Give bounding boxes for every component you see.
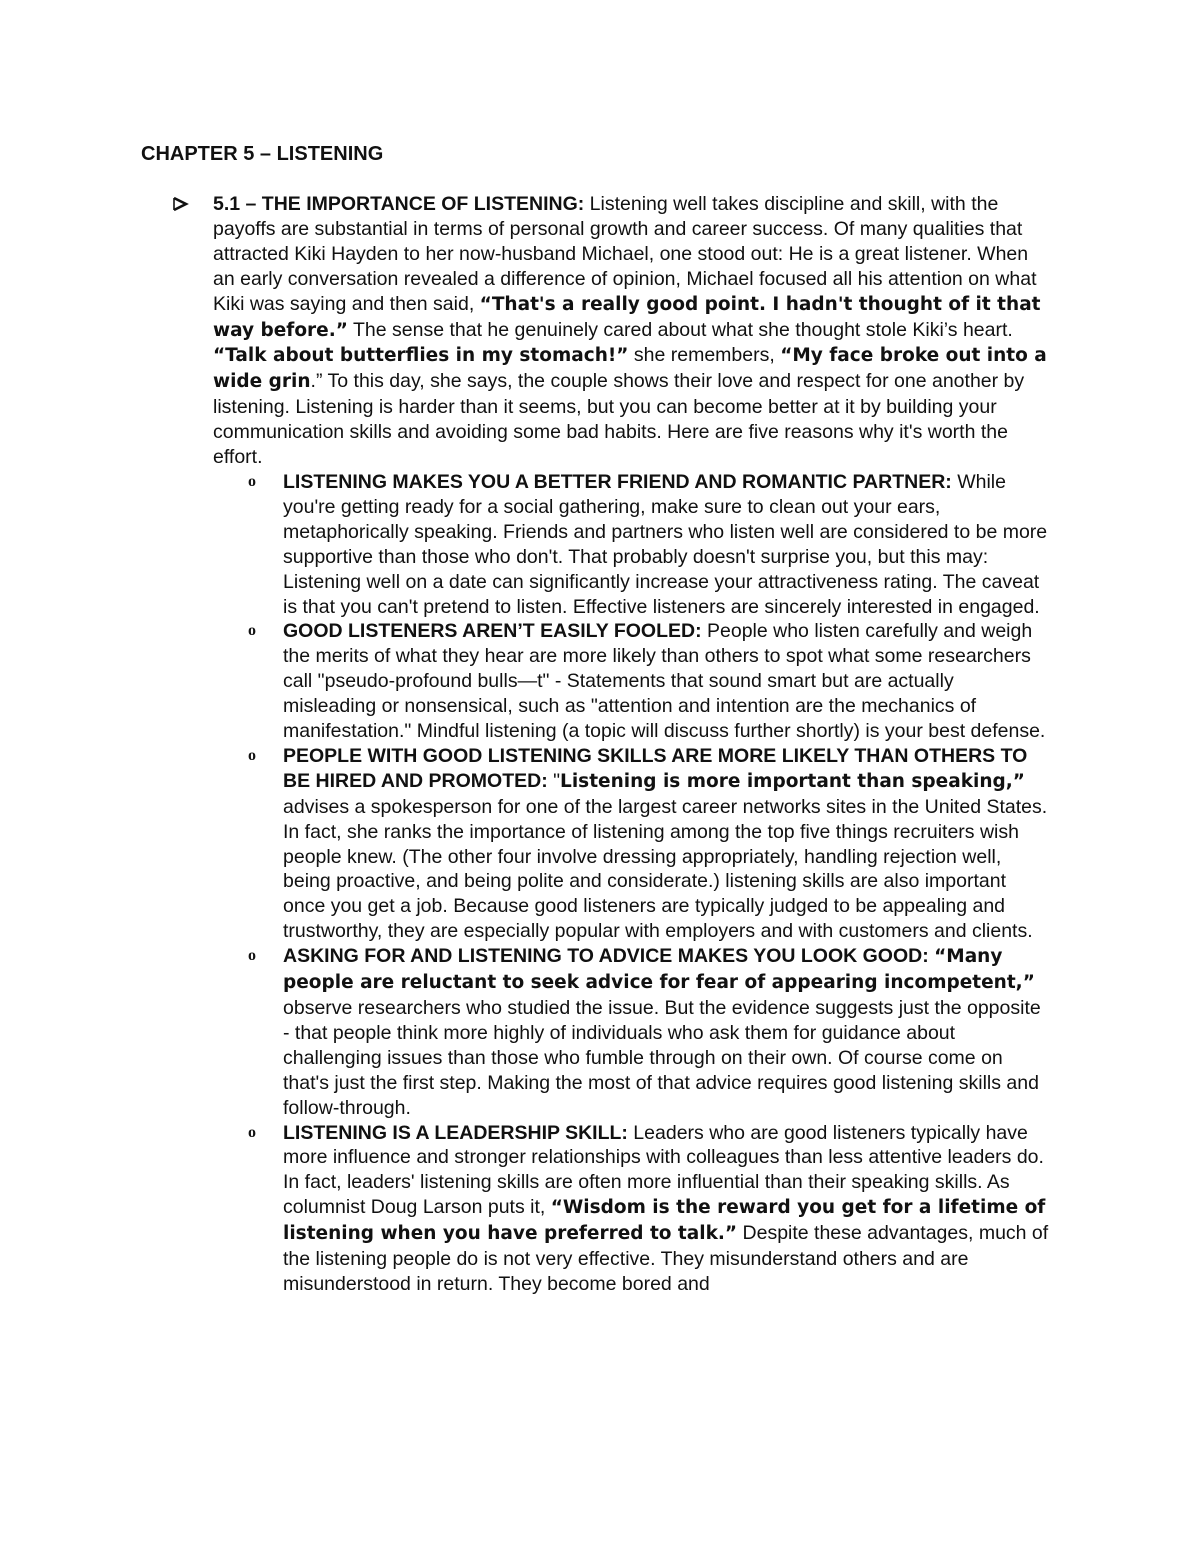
- circle-bullet-icon: o: [248, 746, 256, 764]
- list-item: [242, 744, 1052, 944]
- item-heading: PEOPLE WITH GOOD LISTENING SKILLS ARE MORE LIKELY THAN OTHERS TO BE HIRED AND PROMOTED:: [283, 744, 1028, 792]
- item-quote: Listening is more important than speaking,”: [560, 770, 1025, 792]
- item-text: Leaders who are good listeners typically have more influence and stronger relationships with colleagues than less attentive leaders do. In fact, leaders' listening skills are often more influential than their speaking skills. As columnist Doug Larson puts it,: [283, 1121, 1044, 1219]
- arrow-bullet-icon: [172, 192, 194, 216]
- list-item: [242, 470, 1052, 619]
- item-text: advises a spokesperson for one of the largest career networks sites in the United States. In fact, she ranks the importance of listening among the top five things recruiters wish people knew. (The other four involve dressing appropriately, handling rejection well, being proactive, and being polite and considerate.) listening skills are also important once you get a job. Because good listeners are typically judged to be appealing and trustworthy, they are especially popular with employers and with customers and clients.: [283, 795, 1048, 943]
- item-quote: “Wisdom is the reward you get for a lifetime of listening when you have preferred to talk.”: [283, 1197, 1046, 1245]
- list-item: [242, 944, 1052, 1120]
- quote-3: “My face broke out into a wide grin: [213, 345, 1047, 393]
- circle-bullet-icon: o: [248, 472, 256, 490]
- reasons-list: [242, 470, 1052, 1297]
- item-text: observe researchers who studied the issue. But the evidence suggests just the opposite - that people think more highly of individuals who ask them for guidance about challenging issues than those who fumble through on their own. Of course come on that's just the first step. Making the most of that advice requires good listening skills and follow-through.: [283, 997, 1041, 1119]
- circle-bullet-icon: o: [248, 947, 256, 965]
- circle-bullet-icon: o: [248, 1123, 256, 1141]
- item-text: People who listen carefully and weigh the merits of what they hear are more likely than others to spot what some researchers call "pseudo-profound bulls—t" - Statements that sound smart but are actually misleading or nonsensical, such as "attention and intention are the mechanics of manifestation." Mindful listening (a topic will discuss further shortly) is your best defense.: [283, 620, 1046, 743]
- section-5-1: [172, 192, 1052, 1297]
- section-intro-paragraph: [213, 192, 1052, 470]
- item-heading: LISTENING MAKES YOU A BETTER FRIEND AND ROMANTIC PARTNER:: [283, 470, 952, 493]
- list-item: [242, 1121, 1052, 1297]
- item-heading: LISTENING IS A LEADERSHIP SKILL:: [283, 1121, 628, 1144]
- item-text: Despite these advantages, much of the listening people do is not very effective. They misunderstand others and are misunderstood in return. They become bored and: [283, 1222, 1049, 1295]
- chapter-title: CHAPTER 5 – LISTENING: [141, 143, 384, 165]
- item-heading: GOOD LISTENERS AREN’T EASILY FOOLED:: [283, 620, 702, 643]
- circle-bullet-icon: o: [248, 622, 256, 640]
- intro-text-2: The sense that he genuinely cared about what she thought stole Kiki’s heart.: [347, 318, 1013, 341]
- intro-text-3: she remembers,: [628, 344, 781, 367]
- quote-2: “Talk about butterflies in my stomach!”: [213, 345, 629, 367]
- item-text: While you're getting ready for a social gathering, make sure to clean out your ears, metaphorically speaking. Friends and partners who listen well are considered to be more supportive than those who don't. That probably doesn't surprise you, but this may: Listening well on a date can significantly increase your attractiveness rating. The caveat is that you can't pretend to listen. Effective listeners are sincerely interested in engaged.: [283, 470, 1048, 618]
- item-heading: ASKING FOR AND LISTENING TO ADVICE MAKES YOU LOOK GOOD:: [283, 945, 929, 968]
- item-text: ": [547, 769, 561, 792]
- item-quote: “Many people are reluctant to seek advice for fear of appearing incompetent,”: [283, 946, 1035, 994]
- list-item: [242, 619, 1052, 744]
- section-heading: 5.1 – THE IMPORTANCE OF LISTENING:: [213, 193, 585, 215]
- intro-text-1: Listening well takes discipline and skill, with the payoffs are substantial in terms of personal growth and career success. Of many qualities that attracted Kiki Hayden to her now-husband Michael, one stood out: He is a great listener. When an early conversation revealed a difference of opinion, Michael focused all his attention on what Kiki was saying and then said,: [213, 193, 1037, 315]
- quote-1: “That's a really good point. I hadn't thought of it that way before.”: [213, 293, 1041, 341]
- intro-text-4: .” To this day, she says, the couple shows their love and respect for one another by listening. Listening is harder than it seems, but you can become better at it by building your communication skills and avoiding some bad habits. Here are five reasons why it's worth the effort.: [213, 370, 1025, 469]
